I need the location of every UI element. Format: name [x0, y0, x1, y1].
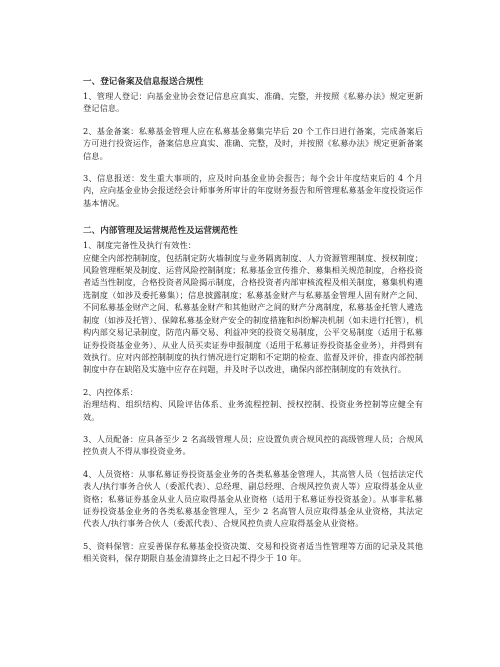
section-heading: 一、登记备案及信息报送合规性 [83, 77, 204, 87]
paragraph: 1、制度完备性及执行有效性： [83, 240, 197, 251]
paragraph: 治理结构、组织结构、风险评估体系、业务流程控制、授权控制、投资业务控制等应健全有效。 [83, 399, 423, 422]
paragraph: 5、资料保管：应妥善保存私募基金投资决策、交易和投资者适当性管理等方面的记录及其他相关资料，保存期限自基金清算终止之日起不得少于 10 年。 [83, 540, 423, 564]
section-internal-management [83, 225, 423, 564]
paragraph: 3、信息报送：发生重大事项的，应及时向基金业协会报告；每个会计年度结束后的 4 个月内，应向基金业协会报送经会计师事务所审计的年度财务报告和所管理私募基金年度投资运作基本情况。 [83, 173, 423, 208]
document-page [83, 76, 423, 575]
section-heading: 二、内部管理及运营规范性及运营规范性 [83, 226, 238, 237]
paragraph: 3、人员配备：应具备至少 2 名高级管理人员；应设置负责合规风控的高级管理人员；合规风控负责人不得从事投资业务。 [83, 433, 423, 457]
section-registration [83, 76, 423, 209]
paragraph: 4、人员资格：从事私募证券投资基金业务的各类私募基金管理人，其高管人员（包括法定代表人/执行事务合伙人（委派代表）、总经理、副总经理、合规风控负责人等）应取得基金从业资格；私募证券基金从业人员应取得基金从业资格（适用于私募证券投资基金）。从事非私募证券投资基金业务的各类私募基金管理人，至少 2 名高管人员应取得基金从业资格，其法定代表人/执行事务合伙人（委派代表）、合规风控负责人应取得基金从业资格。 [83, 468, 423, 529]
paragraph: 2、内控体系： [83, 386, 139, 397]
paragraph: 1、管理人登记：向基金业协会登记信息应真实、准确、完整，并按照《私募办法》规定更新登记信息。 [83, 91, 423, 114]
paragraph: 应健全内部控制制度，包括制定防火墙制度与业务隔离制度、人力资源管理制度、授权制度；风险管理框架及制度、运营风险控制制度；私募基金宣传推介、募集相关规范制度，合格投资者适当性制度，合格投资者风险揭示制度，合格投资者内部审核流程及相关制度，募集机构遴选制度（如涉及委托募集）；信息披露制度；私募基金财产与私募基金管理人固有财产之间、不同私募基金财产之间、私募基金财产和其他财产之间的财产分离制度，私募基金托管人遴选制度（如涉及托管）、保障私募基金财产安全的制度措施和纠纷解决机制（如未进行托管），机构内部交易记录制度，防范内幕交易、利益冲突的投资交易制度，公平交易制度（适用于私募证券投资基金业务）、从业人员买卖证券申报制度（适用于私募证券投资基金业务），并得到有效执行。应对内部控制制度的执行情况进行定期和不定期的检查、监督及评价，排查内部控制制度中存在缺陷及实施中应存在问题，并及时予以改进，确保内部控制制度的有效执行。 [83, 252, 423, 375]
paragraph: 2、基金备案：私募基金管理人应在私募基金募集完毕后 20 个工作日进行备案，完成备案后方可进行投资运作，备案信息应真实、准确、完整，及时，并按照《私募办法》规定更新备案信息。 [83, 125, 423, 161]
